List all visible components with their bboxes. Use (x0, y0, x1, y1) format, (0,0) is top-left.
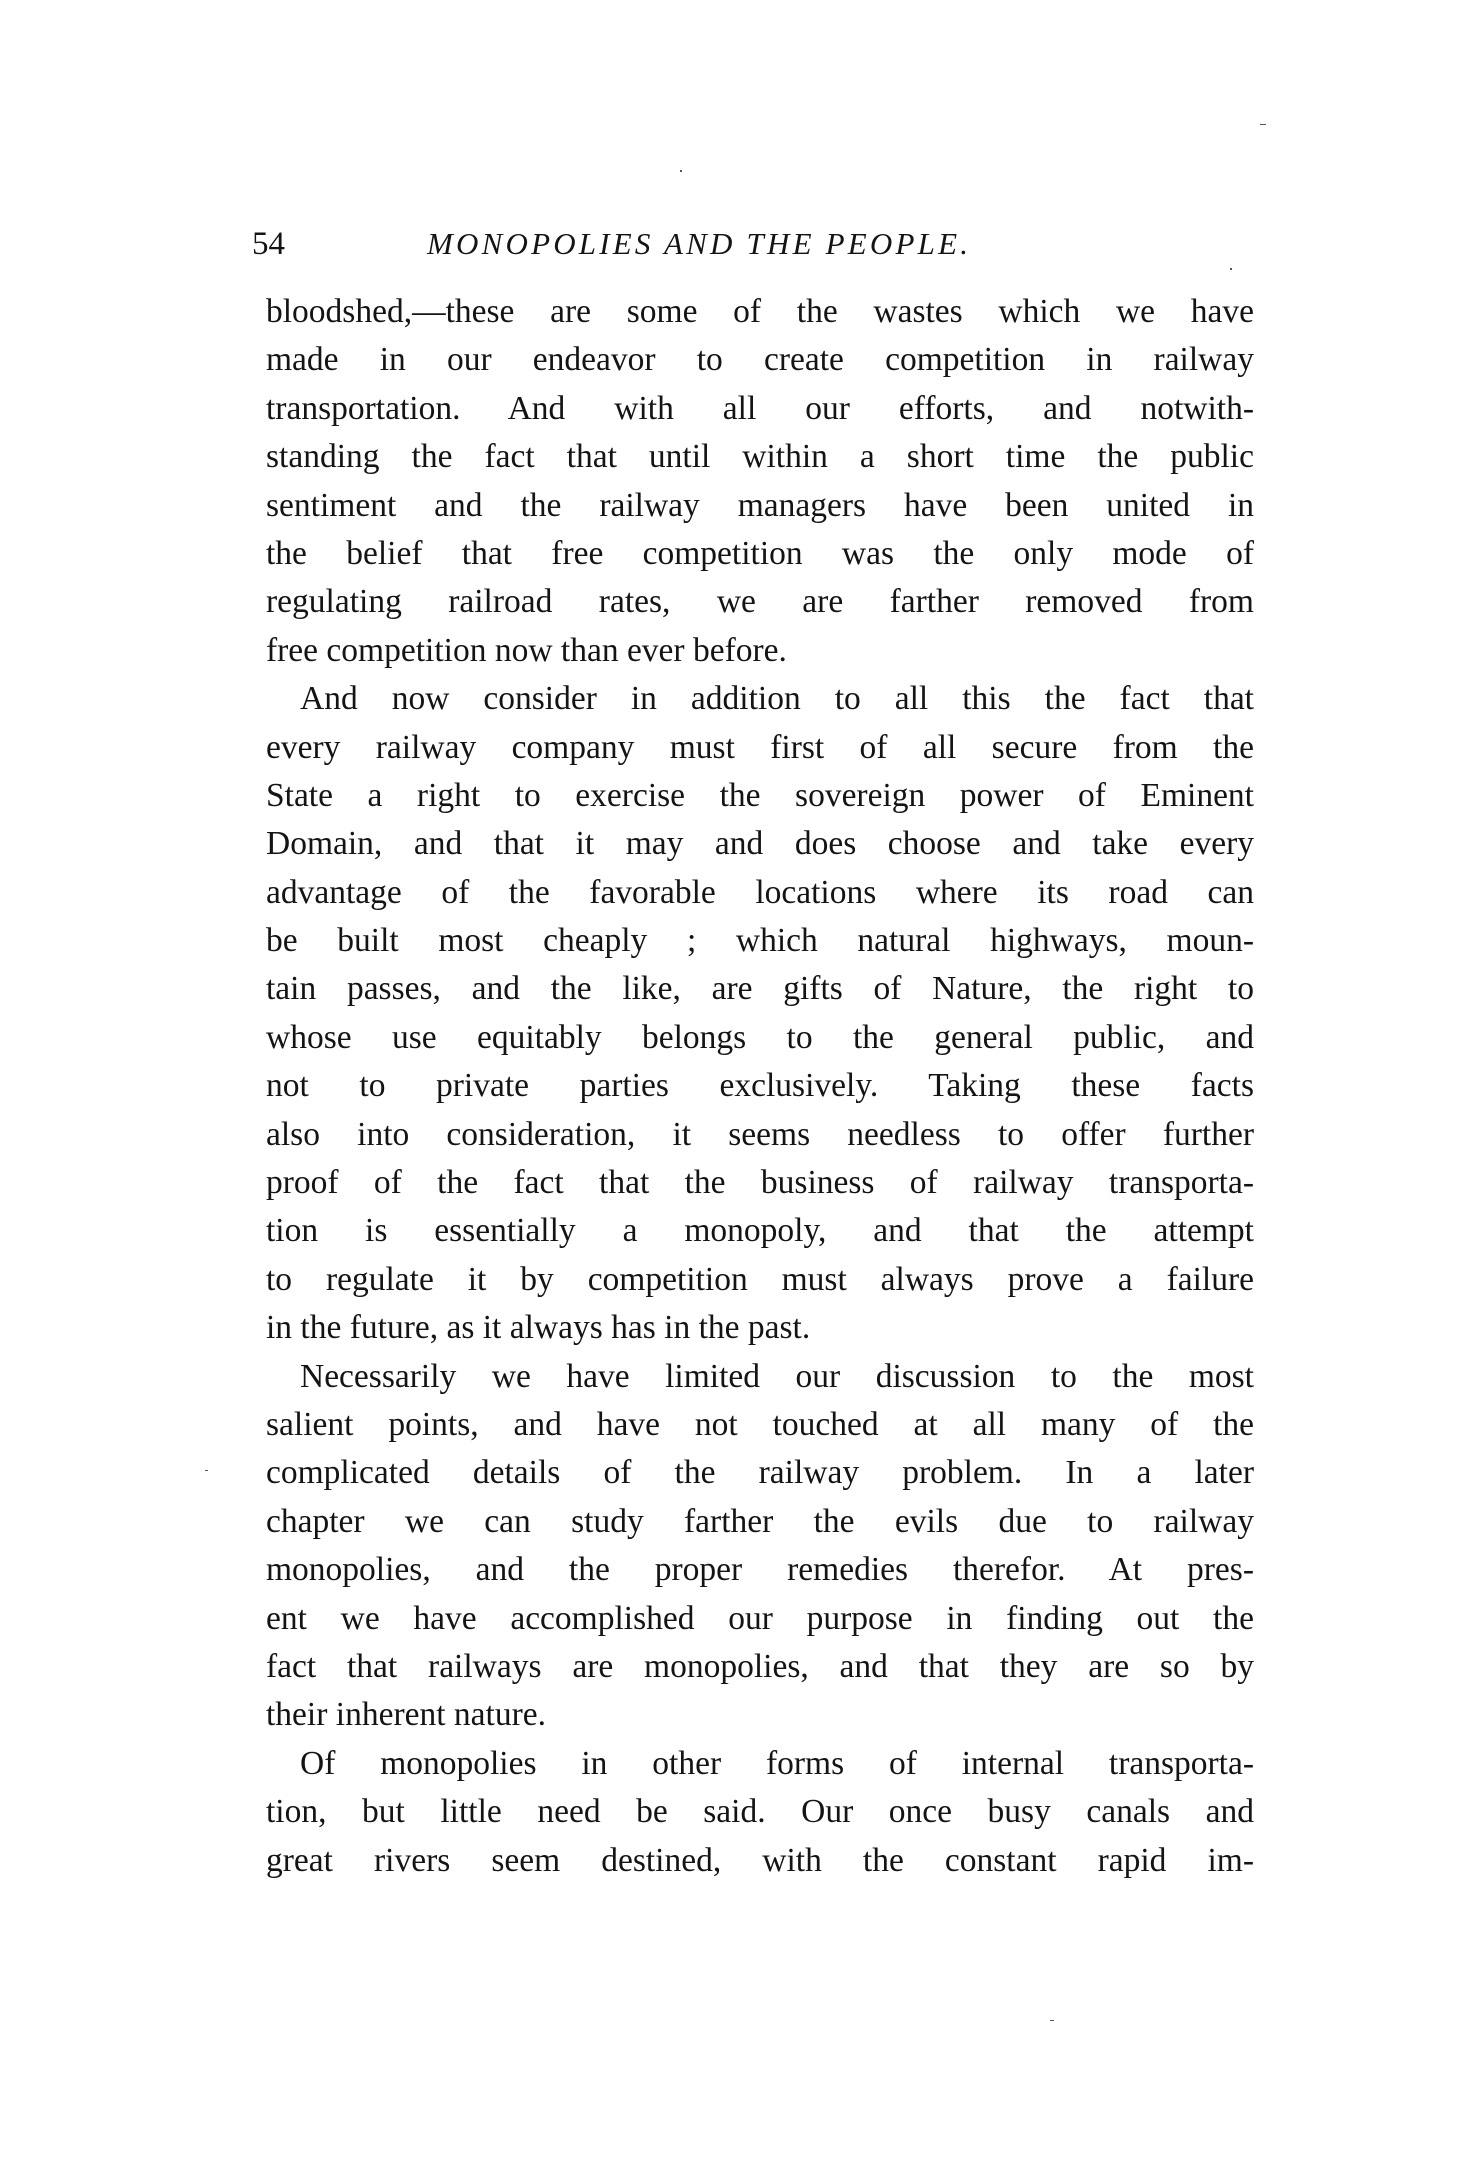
text-line: every railway company must first of all secure from the (266, 728, 1254, 766)
text-line: be built most cheaply ; which natural highways, moun- (266, 922, 1254, 960)
text-line: fact that railways are monopolies, and that they are so by (266, 1647, 1254, 1685)
text-line: salient points, and have not touched at all many of the (266, 1405, 1254, 1443)
scan-speck (1260, 124, 1266, 125)
text-line: chapter we can study farther the evils due to railway (266, 1502, 1254, 1540)
text-line: bloodshed,—these are some of the wastes which we have (266, 293, 1254, 330)
text-line: complicated details of the railway problem. In a later (266, 1454, 1254, 1492)
text-line: Of monopolies in other forms of internal transporta- (300, 1744, 1254, 1782)
text-line: ent we have accomplished our purpose in finding out the (266, 1599, 1254, 1637)
scan-speck (205, 1470, 208, 1471)
paragraph (266, 675, 1254, 1352)
paragraph (266, 1353, 1254, 1740)
text-line: Domain, and that it may and does choose and take every (266, 825, 1254, 863)
text-line: State a right to exercise the sovereign power of Eminent (266, 776, 1254, 814)
paragraph (266, 288, 1254, 675)
body-text (266, 288, 1254, 1885)
text-line: regulating railroad rates, we are farther removed from (266, 583, 1254, 621)
text-line: monopolies, and the proper remedies therefor. At pres- (266, 1551, 1254, 1589)
text-line: sentiment and the railway managers have been united in (266, 486, 1254, 524)
text-line: not to private parties exclusively. Taking these facts (266, 1067, 1254, 1105)
page-number: 54 (252, 226, 285, 262)
text-line: advantage of the favorable locations where its road can (266, 873, 1254, 911)
text-line: And now consider in addition to all this the fact that (300, 680, 1254, 718)
text-line: made in our endeavor to create competition in railway (266, 341, 1254, 379)
text-line: tion, but little need be said. Our once busy canals and (266, 1793, 1254, 1831)
running-title: MONOPOLIES AND THE PEOPLE. (427, 226, 972, 261)
running-head (252, 222, 1252, 266)
text-line: transportation. And with all our efforts, and notwith- (266, 389, 1254, 427)
text-line: free competition now than ever before. (266, 631, 787, 669)
text-line: Necessarily we have limited our discussion to the most (300, 1357, 1254, 1395)
text-line: tion is essentially a monopoly, and that the attempt (266, 1212, 1254, 1250)
text-line: tain passes, and the like, are gifts of Nature, the right to (266, 970, 1254, 1008)
text-line: in the future, as it always has in the past. (266, 1309, 811, 1347)
text-line: whose use equitably belongs to the general public, and (266, 1018, 1254, 1056)
text-line: great rivers seem destined, with the constant rapid im- (266, 1841, 1254, 1879)
text-line: their inherent nature. (266, 1696, 546, 1734)
paragraph (266, 1740, 1254, 1885)
text-line: the belief that free competition was the only mode of (266, 534, 1254, 572)
text-line: to regulate it by competition must always prove a failure (266, 1260, 1254, 1298)
scan-speck (680, 170, 682, 172)
text-line: standing the fact that until within a short time the public (266, 438, 1254, 476)
text-line: proof of the fact that the business of railway transporta- (266, 1164, 1254, 1202)
scan-speck (1230, 268, 1232, 270)
scan-speck (1050, 2020, 1054, 2021)
text-line: also into consideration, it seems needless to offer further (266, 1115, 1254, 1153)
